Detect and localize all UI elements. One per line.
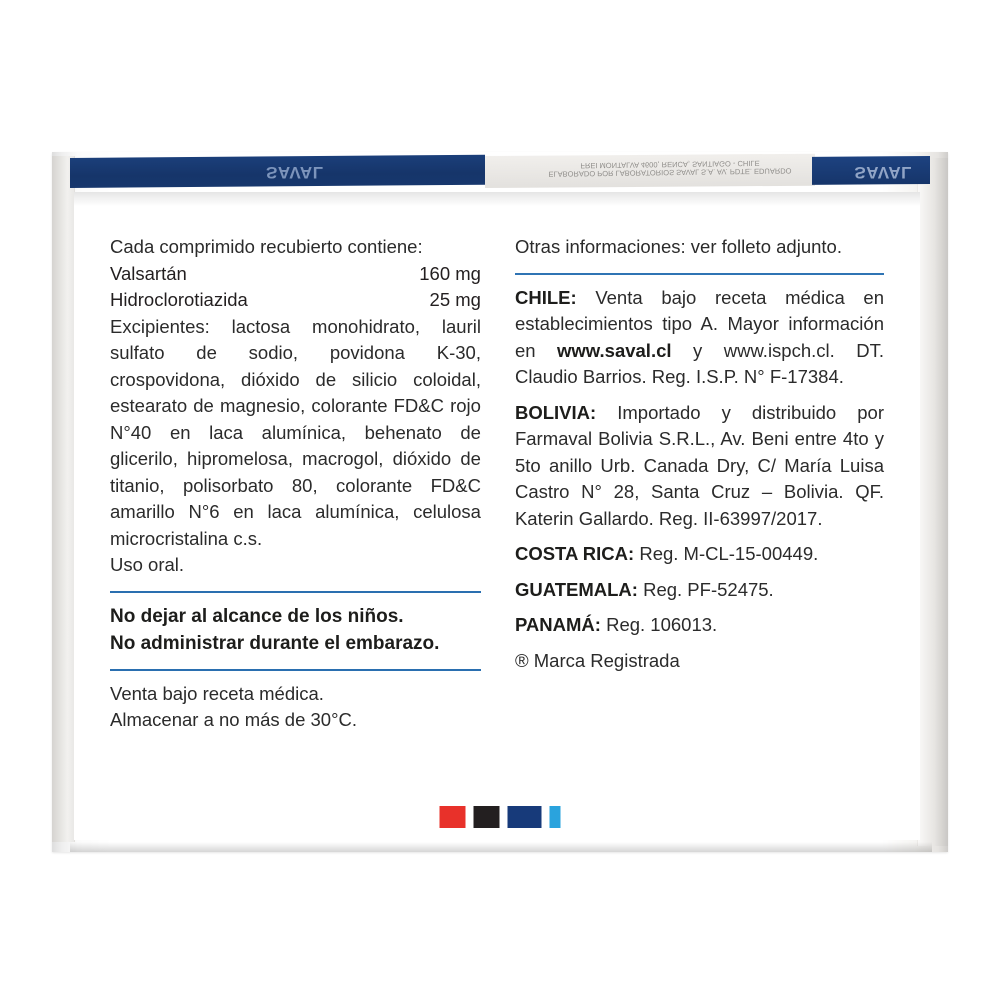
carton-top-panel (70, 152, 930, 194)
registration-bolivia (515, 400, 884, 533)
carton-right-edge (917, 158, 948, 846)
brand-logo-right: SAVAL (854, 163, 912, 182)
active-name: Valsartán (110, 262, 187, 284)
warning-children: No dejar al alcance de los niños. (110, 605, 404, 627)
registration-costa-rica (515, 541, 884, 568)
active-amount: 25 mg (429, 289, 481, 310)
registration-panama (515, 612, 884, 639)
country-label-chile: CHILE: (514, 286, 577, 308)
chile-text-after: y www.ispch.cl. DT. Claudio Barrios. Reg. I.S.P. N° F-17384. (514, 339, 884, 387)
country-label-panama: PANAMÁ: (514, 614, 601, 635)
active-name: Hidroclorotiazida (110, 289, 248, 310)
manufacturer-fineprint: ELABORADO POR LABORATORIOS SAVAL S.A. AV. PDTE. EDUARDO FREI MONTALVA 4600, RENCA, SANTIAGO - CHILE (548, 158, 792, 179)
country-label-guatemala: GUATEMALA: (514, 578, 638, 600)
swatch-navy (508, 806, 542, 828)
print-color-swatches (440, 806, 561, 828)
swatch-black (474, 806, 500, 828)
carton-printed-panel (74, 192, 920, 840)
bolivia-text: Importado y distribuido por Farmaval Bolivia S.R.L., Av. Beni entre 4to y 5to anillo Urb. Canada Dry, C/ María Luisa Castro N° 28, Santa Cruz – Bolivia. QF. Katerin Gallardo. Reg. II-63997/2017. (514, 401, 884, 529)
registration-chile (515, 285, 884, 391)
costa-rica-text: Reg. M-CL-15-00449. (634, 543, 819, 564)
composition-column (110, 234, 481, 734)
warning-pregnancy: No administrar durante el embarazo. (110, 632, 440, 654)
excipients-text: Excipientes: lactosa monohidrato, lauril sulfato de sodio, povidona K-30, crospovidona, dióxido de silicio coloidal, estearato de magnesio, colorante FD&C rojo N°40 en laca alumínica, behenato de glicerilo, hipromelosa, macrogol, dióxido de titanio, polisorbato 80, colorante FD&C amarillo N°6 en laca alumínica, celulosa microcristalina c.s. (110, 315, 481, 549)
storage-note: Almacenar a no más de 30°C. (110, 709, 357, 730)
carton-back-face (52, 152, 948, 852)
swatch-red (440, 806, 466, 828)
active-ingredient-row (110, 287, 481, 314)
medicine-carton (52, 152, 948, 852)
registration-guatemala (515, 577, 884, 604)
other-information: Otras informaciones: ver folleto adjunto. (514, 236, 842, 257)
trademark-notice: ® Marca Registrada (514, 649, 680, 671)
divider-rule-right (515, 273, 884, 275)
label-columns (74, 234, 920, 734)
registration-column (515, 234, 884, 734)
carton-bottom-edge (70, 842, 932, 852)
active-ingredient-row (110, 261, 481, 288)
panel-top-shading (74, 192, 920, 206)
carton-left-edge (52, 156, 75, 842)
brand-logo-left: SAVAL (266, 163, 324, 182)
divider-rule-bottom (110, 669, 481, 671)
administration-route: Uso oral. (110, 554, 185, 575)
prescription-note: Venta bajo receta médica. (110, 682, 324, 704)
country-label-bolivia: BOLIVIA: (514, 401, 597, 423)
active-amount: 160 mg (419, 262, 481, 284)
panama-text: Reg. 106013. (600, 614, 718, 635)
chile-text-before: Venta bajo receta médica en establecimientos tipo A. Mayor información en (514, 286, 884, 361)
country-label-costa-rica: COSTA RICA: (514, 543, 635, 564)
saval-website-link[interactable]: www.saval.cl (557, 339, 672, 361)
divider-rule-top (110, 591, 481, 593)
swatch-cyan (550, 806, 561, 828)
guatemala-text: Reg. PF-52475. (637, 578, 774, 600)
composition-heading: Cada comprimido recubierto contiene: (110, 236, 423, 257)
